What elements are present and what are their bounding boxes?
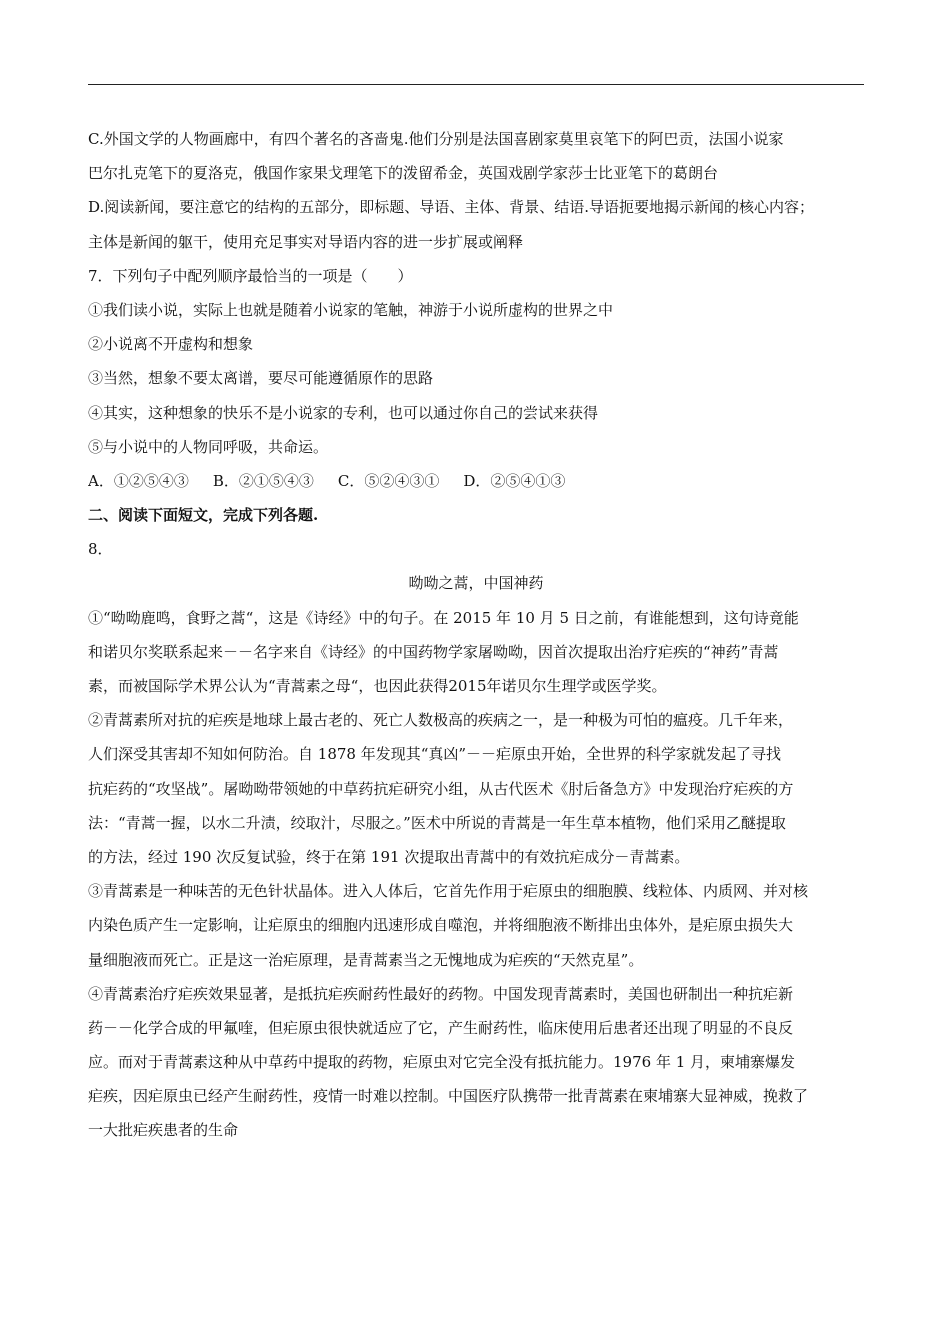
question-7-stem: 7．下列句子中配列顺序最恰当的一项是（ ） — [88, 266, 413, 285]
option-d-text-line-2: 主体是新闻的躯干，使用充足事实对导语内容的进一步扩展或阐释 — [88, 232, 524, 251]
paragraph-1-line-1: ①“呦呦鹿鸣，食野之蒿“，这是《诗经》中的句子。在 2015 年 10 月 5 日之前，有谁能想到，这句诗竟能 — [88, 608, 799, 627]
sentence-5: ⑤与小说中的人物同呼吸，共命运。 — [88, 437, 329, 456]
sentence-3: ③当然，想象不要太离谱，要尽可能遵循原作的思路 — [88, 369, 434, 388]
sentence-4: ④其实，这种想象的快乐不是小说家的专利，也可以通过你自己的尝试来获得 — [88, 403, 599, 422]
paragraph-2-line-5: 的方法，经过 190 次反复试验，终于在第 191 次提取出青蒿中的有效抗疟成分－青蒿素。 — [88, 847, 690, 866]
paragraph-3-line-2: 内染色质产生一定影响，让疟原虫的细胞内迅速形成自噬泡，并将细胞液不断排出虫体外，是疟原虫损失大 — [88, 916, 794, 935]
passage-title: 呦呦之蒿，中国神药 — [408, 574, 544, 593]
section-2-heading: 二、阅读下面短文，完成下列各题. — [88, 506, 319, 525]
option-d: D．②⑤④①③ — [463, 471, 566, 490]
paragraph-4-line-3: 应。而对于青蒿素这种从中草药中提取的药物，疟原虫对它完全没有抵抗能力。1976 年 1 月，柬埔寨爆发 — [88, 1053, 796, 1072]
paragraph-4-line-1: ④青蒿素治疗疟疾效果显著，是抵抗疟疾耐药性最好的药物。中国发现青蒿素时，美国也研制出一种抗疟新 — [88, 984, 794, 1003]
document-body — [88, 122, 864, 1148]
option-b: B．②①⑤④③ — [212, 471, 314, 490]
paragraph-3-line-1: ③青蒿素是一种味苦的无色针状晶体。进入人体后，它首先作用于疟原虫的细胞膜、线粒体、内质网、并对核 — [88, 882, 809, 901]
paragraph-1-line-3: 素，而被国际学术界公认为“青蒿素之母“，也因此获得2015年诺贝尔生理学或医学奖。 — [88, 677, 667, 695]
paragraph-4-line-5: 一大批疟疾患者的生命 — [88, 1121, 239, 1140]
paragraph-2-line-3: 抗疟药的“攻坚战”。屠呦呦带领她的中草药抗疟研究小组，从古代医术《肘后备急方》中发现治疗疟疾的方 — [88, 779, 794, 798]
option-c-text-line-1: C.外国文学的人物画廊中，有四个著名的吝啬鬼.他们分别是法国喜剧家莫里哀笔下的阿巴贡，法国小说家 — [88, 130, 784, 148]
paragraph-3-line-3: 量细胞液而死亡。正是这一治疟原理，是青蒿素当之无愧地成为疟疾的“天然克星”。 — [88, 950, 644, 969]
question-8-number: 8． — [88, 540, 113, 559]
sentence-2: ②小说离不开虚构和想象 — [88, 335, 254, 354]
question-7-options — [88, 464, 864, 498]
option-c: C．⑤②④③① — [337, 471, 440, 490]
paragraph-1-line-2: 和诺贝尔奖联系起来－－名字来自《诗经》的中国药物学家屠呦呦，因首次提取出治疗疟疾的“神药”青蒿 — [88, 642, 779, 661]
option-c-text-line-2: 巴尔扎克笔下的夏洛克，俄国作家果戈理笔下的泼留希金，英国戏剧学家莎士比亚笔下的葛朗台 — [88, 164, 719, 183]
paragraph-2-line-1: ②青蒿素所对抗的疟疾是地球上最古老的、死亡人数极高的疾病之一，是一种极为可怕的瘟疫。几千年来， — [88, 711, 794, 730]
header-rule — [88, 84, 864, 85]
paragraph-2-line-2: 人们深受其害却不知如何防治。自 1878 年发现其“真凶”－－疟原虫开始，全世界的科学家就发起了寻找 — [88, 745, 782, 764]
option-d-text-line-1: D.阅读新闻，要注意它的结构的五部分，即标题、导语、主体、背景、结语.导语扼要地揭示新闻的核心内容； — [88, 198, 815, 217]
paragraph-4-line-2: 药－－化学合成的甲氟喹，但疟原虫很快就适应了它，产生耐药性，临床使用后患者还出现了明显的不良反 — [88, 1018, 794, 1037]
paragraph-4-line-4: 疟疾，因疟原虫已经产生耐药性，疫情一时难以控制。中国医疗队携带一批青蒿素在柬埔寨大显神威，挽救了 — [88, 1087, 809, 1106]
paragraph-2-line-4: 法：“青蒿一握，以水二升渍，绞取汁，尽服之。”医术中所说的青蒿是一年生草本植物，他们采用乙醚提取 — [88, 813, 786, 832]
sentence-1: ①我们读小说，实际上也就是随着小说家的笔触，神游于小说所虚构的世界之中 — [88, 300, 614, 319]
option-a: A．①②⑤④③ — [88, 471, 189, 490]
